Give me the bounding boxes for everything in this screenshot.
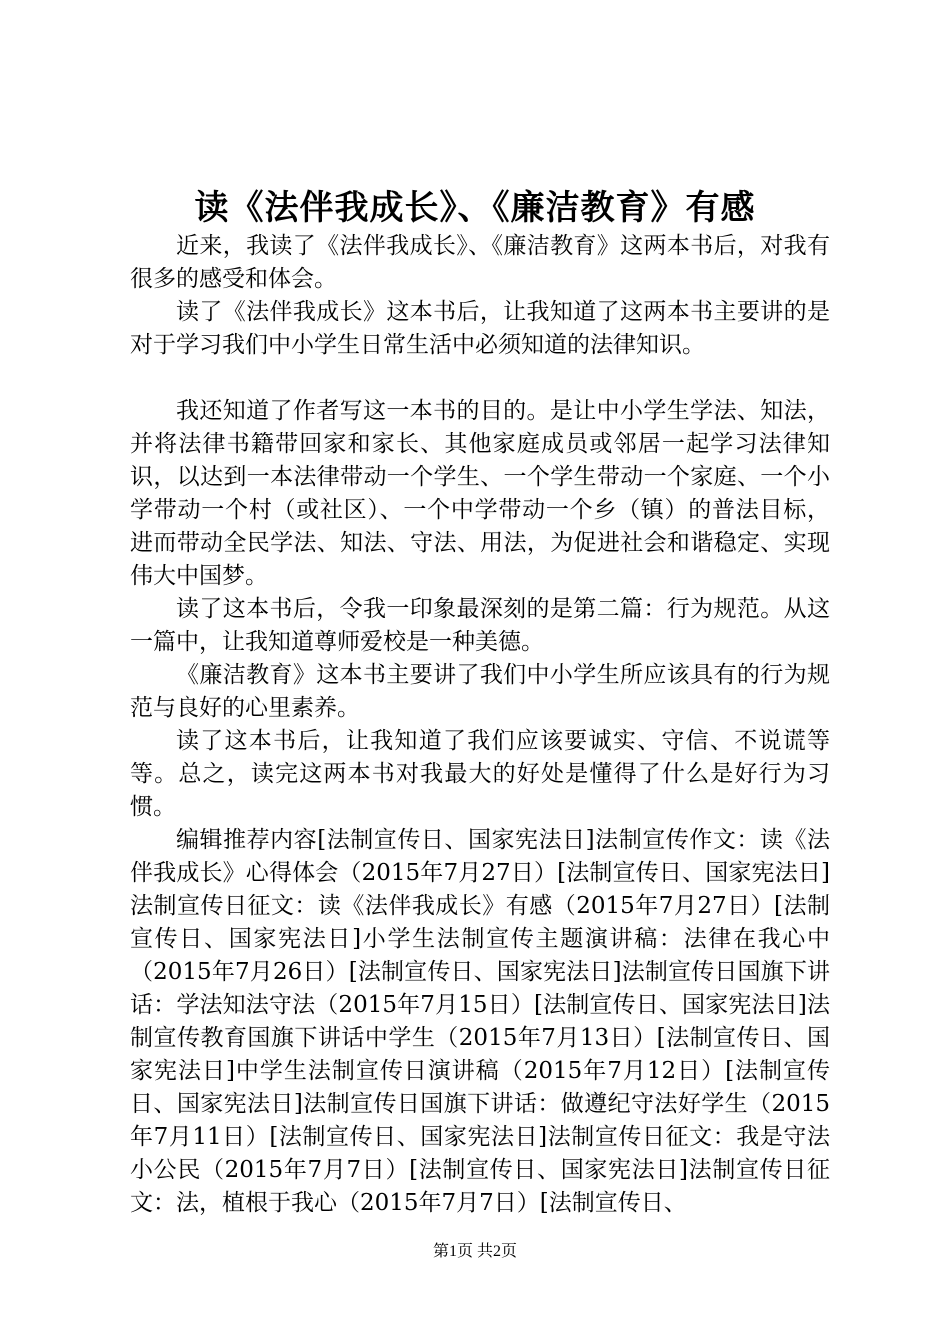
paragraph-conclusion: 读了这本书后，让我知道了我们应该要诚实、守信、不说谎等等。总之，读完这两本书对我最大的好处是懂得了什么是好行为习惯。 <box>130 728 830 820</box>
paragraph-intro: 近来，我读了《法伴我成长》、《廉洁教育》这两本书后，对我有很多的感受和体会。 <box>130 233 830 292</box>
page-footer: 第1页 共2页 <box>432 1243 517 1260</box>
document-body <box>130 230 830 1220</box>
paragraph-impression: 读了这本书后，令我一印象最深刻的是第二篇：行为规范。从这一篇中，让我知道尊师爱校是一种美德。 <box>130 596 830 655</box>
document-title: 读《法伴我成长》、《廉洁教育》有感 <box>194 188 756 228</box>
paragraph-book-content: 读了《法伴我成长》这本书后，让我知道了这两本书主要讲的是对于学习我们中小学生日常生活中必须知道的法律知识。 <box>130 299 830 358</box>
paragraph-integrity-book: 《廉洁教育》这本书主要讲了我们中小学生所应该具有的行为规范与良好的心里素养。 <box>130 662 830 721</box>
paragraph-author-purpose: 我还知道了作者写这一本书的目的。是让中小学生学法、知法，并将法律书籍带回家和家长、其他家庭成员或邻居一起学习法律知识，以达到一本法律带动一个学生、一个学生带动一个家庭、一个小学带动一个村（或社区）、一个中学带动一个乡（镇）的普法目标，进而带动全民学法、知法、守法、用法，为促进社会和谐稳定、实现伟大中国梦。 <box>130 398 830 589</box>
paragraph-recommended: 编辑推荐内容[法制宣传日、国家宪法日]法制宣传作文：读《法伴我成长》心得体会（2015年7月27日）[法制宣传日、国家宪法日]法制宣传日征文：读《法伴我成长》有感（2015年7月27日）[法制宣传日、国家宪法日]小学生法制宣传主题演讲稿：法律在我心中（2015年7月26日）[法制宣传日、国家宪法日]法制宣传日国旗下讲话：学法知法守法（2015年7月15日）[法制宣传日、国家宪法日]法制宣传教育国旗下讲话中学生（2015年7月13日）[法制宣传日、国家宪法日]中学生法制宣传日演讲稿（2015年7月12日）[法制宣传日、国家宪法日]法制宣传日国旗下讲话：做遵纪守法好学生（2015年7月11日）[法制宣传日、国家宪法日]法制宣传日征文：我是守法小公民（2015年7月7日）[法制宣传日、国家宪法日]法制宣传日征文：法，植根于我心（2015年7月7日）[法制宣传日、 <box>130 827 830 1216</box>
